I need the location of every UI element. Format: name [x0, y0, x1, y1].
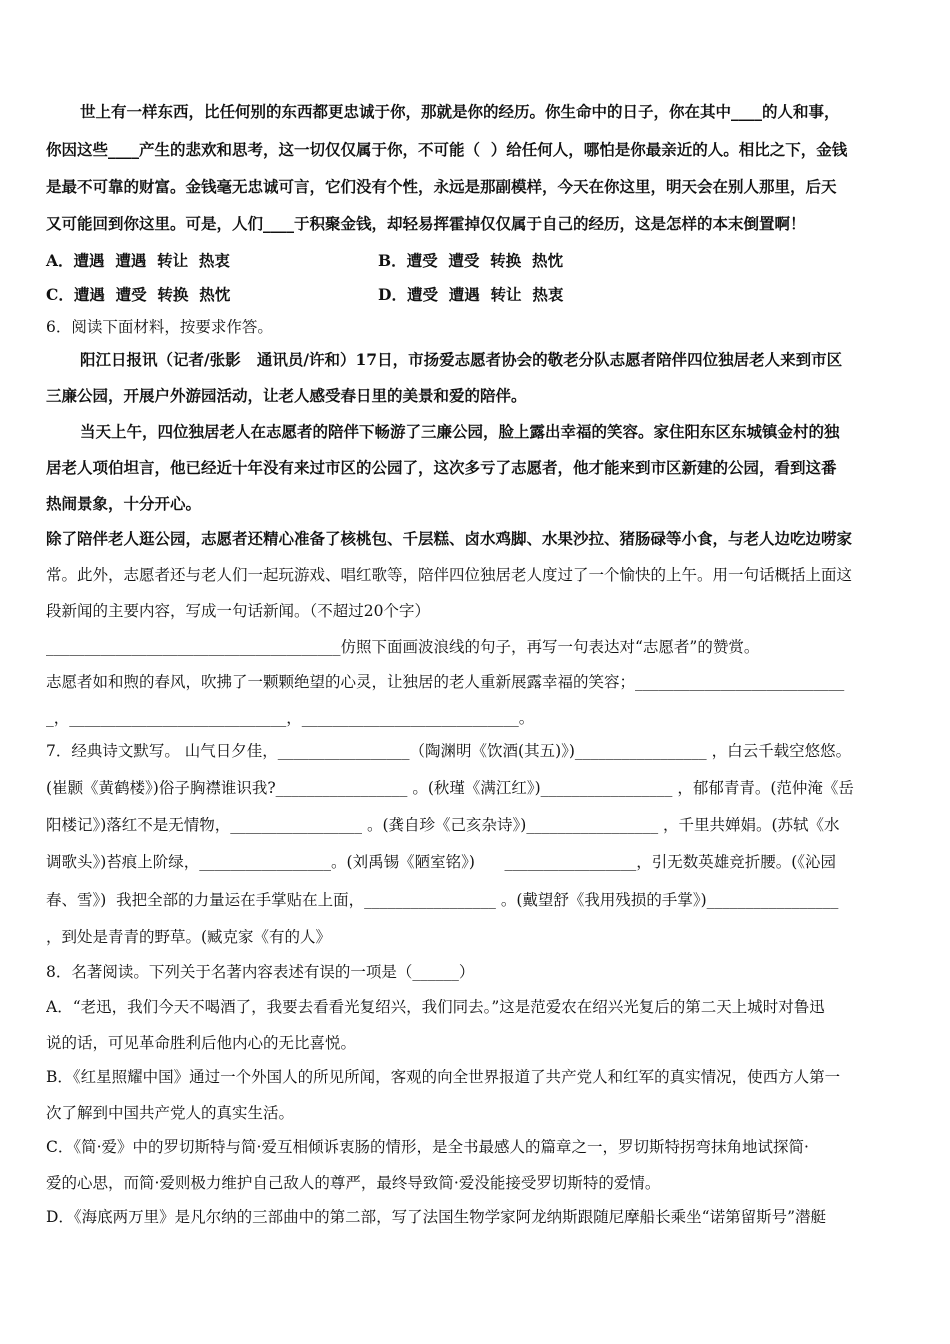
passage-line: 你因这些____产生的悲欢和思考，这一切仅仅属于你，不可能（ ）给任何人，哪怕是你最亲近的人。相比之下，金钱	[46, 140, 848, 159]
option-b: B．遭受 遭受 转换 热忱	[378, 251, 563, 270]
question-8-option: C．《简·爱》中的罗切斯特与简·爱互相倾诉衷肠的情形，是全书最感人的篇章之一，罗切斯特拐弯抹角地试探简·	[46, 1138, 809, 1156]
news-line: 热闹景象，十分开心。	[46, 494, 202, 513]
passage-line: 又可能回到你这里。可是，人们____于积聚金钱，却轻易挥霍掉仅仅属于自己的经历，这是怎样的本末倒置啊！	[46, 214, 806, 233]
question-7-line: 阳楼记》)落红不是无情物，_________________ 。(龚自珍《己亥杂诗》)_________________ ，千里共婵娟。(苏轼《水	[46, 816, 840, 834]
news-line: 当天上午，四位独居老人在志愿者的陪伴下畅游了三廉公园，脸上露出幸福的笑容。家住阳东区东城镇金村的独	[80, 422, 840, 441]
question-8-option: B．《红星照耀中国》通过一个外国人的所见所闻，客观的向全世界报道了共产党人和红军的真实情况，使西方人第一	[46, 1068, 841, 1086]
news-line: 段新闻的主要内容，写成一句话新闻。（不超过20个字）	[46, 602, 430, 620]
question-7-line: ，到处是青青的野草。(臧克家《有的人》	[46, 928, 332, 946]
question-8-option: 说的话，可见革命胜利后他内心的无比喜悦。	[46, 1034, 357, 1052]
passage-line: 世上有一样东西，比任何别的东西都更忠诚于你，那就是你的经历。你生命中的日子，你在其中____的人和事，	[80, 102, 840, 121]
question-8-option: 爱的心思，而简·爱则极力维护自己敌人的尊严，最终导致简·爱没能接受罗切斯特的爱情。	[46, 1174, 661, 1192]
question-6-title: 6．阅读下面材料，按要求作答。	[46, 318, 273, 336]
news-line: 居老人项伯坦言，他已经近十年没有来过市区的公园了，这次多亏了志愿者，他才能来到市区新建的公园，看到这番	[46, 458, 837, 477]
passage-line: 是最不可靠的财富。金钱毫无忠诚可言，它们没有个性，永远是那副模样，今天在你这里，明天会在别人那里，后天	[46, 177, 837, 196]
news-line: 除了陪伴老人逛公园，志愿者还精心准备了核桃包、千层糕、卤水鸡脚、水果沙拉、猪肠碌等小食，与老人边吃边唠家	[46, 529, 853, 548]
option-c: C．遭遇 遭受 转换 热忱	[46, 285, 231, 304]
option-a: A．遭遇 遭遇 转让 热衷	[46, 251, 230, 270]
question-7-line: (崔颢《黄鹤楼》)俗子胸襟谁识我?_________________ 。(秋瑾《满江红》)_________________ ，郁郁青青。(范仲淹《岳	[46, 779, 854, 797]
question-8-option: 次了解到中国共产党人的真实生活。	[46, 1104, 295, 1122]
question-8-title: 8．名著阅读。下列关于名著内容表述有误的一项是（______）	[46, 963, 475, 981]
answer-line: ______________________________________仿照下面画波浪线的句子，再写一句表达对“志愿者”的赞赏。	[46, 638, 760, 656]
news-line: 阳江日报讯（记者/张影 通讯员/许和）17日，市扬爱志愿者协会的敬老分队志愿者陪伴四位独居老人来到市区	[80, 350, 843, 369]
answer-line: _，____________________________，____________________________。	[46, 709, 535, 727]
news-line: 常。此外，志愿者还与老人们一起玩游戏、唱红歌等，陪伴四位独居老人度过了一个愉快的上午。用一句话概括上面这	[46, 566, 853, 584]
imitation-prompt: 志愿者如和煦的春风，吹拂了一颗颗绝望的心灵，让独居的老人重新展露幸福的笑容；___________________________	[46, 673, 845, 691]
news-line: 三廉公园，开展户外游园活动，让老人感受春日里的美景和爱的陪伴。	[46, 386, 527, 405]
question-7-line: 春、雪》) 我把全部的力量运在手掌贴在上面，_________________ 。(戴望舒《我用残损的手掌》)_________________	[46, 891, 839, 909]
question-8-option: D．《海底两万里》是凡尔纳的三部曲中的第二部，写了法国生物学家阿龙纳斯跟随尼摩船长乘坐“诺第留斯号”潜艇	[46, 1208, 827, 1226]
question-7-line: 调歌头》)苔痕上阶绿，_________________。(刘禹锡《陋室铭》) _________________，引无数英雄竞折腰。(《沁园	[46, 853, 837, 871]
question-8-option: A．“老迅，我们今天不喝酒了，我要去看看光复绍兴，我们同去。”这是范爱农在绍兴光复后的第二天上城时对鲁迅	[46, 998, 825, 1016]
option-d: D．遭受 遭遇 转让 热衷	[378, 285, 564, 304]
question-7-line: 7．经典诗文默写。 山气日夕佳，_________________（陶渊明《饮酒(其五)》)_________________ ，白云千载空悠悠。	[46, 742, 852, 760]
